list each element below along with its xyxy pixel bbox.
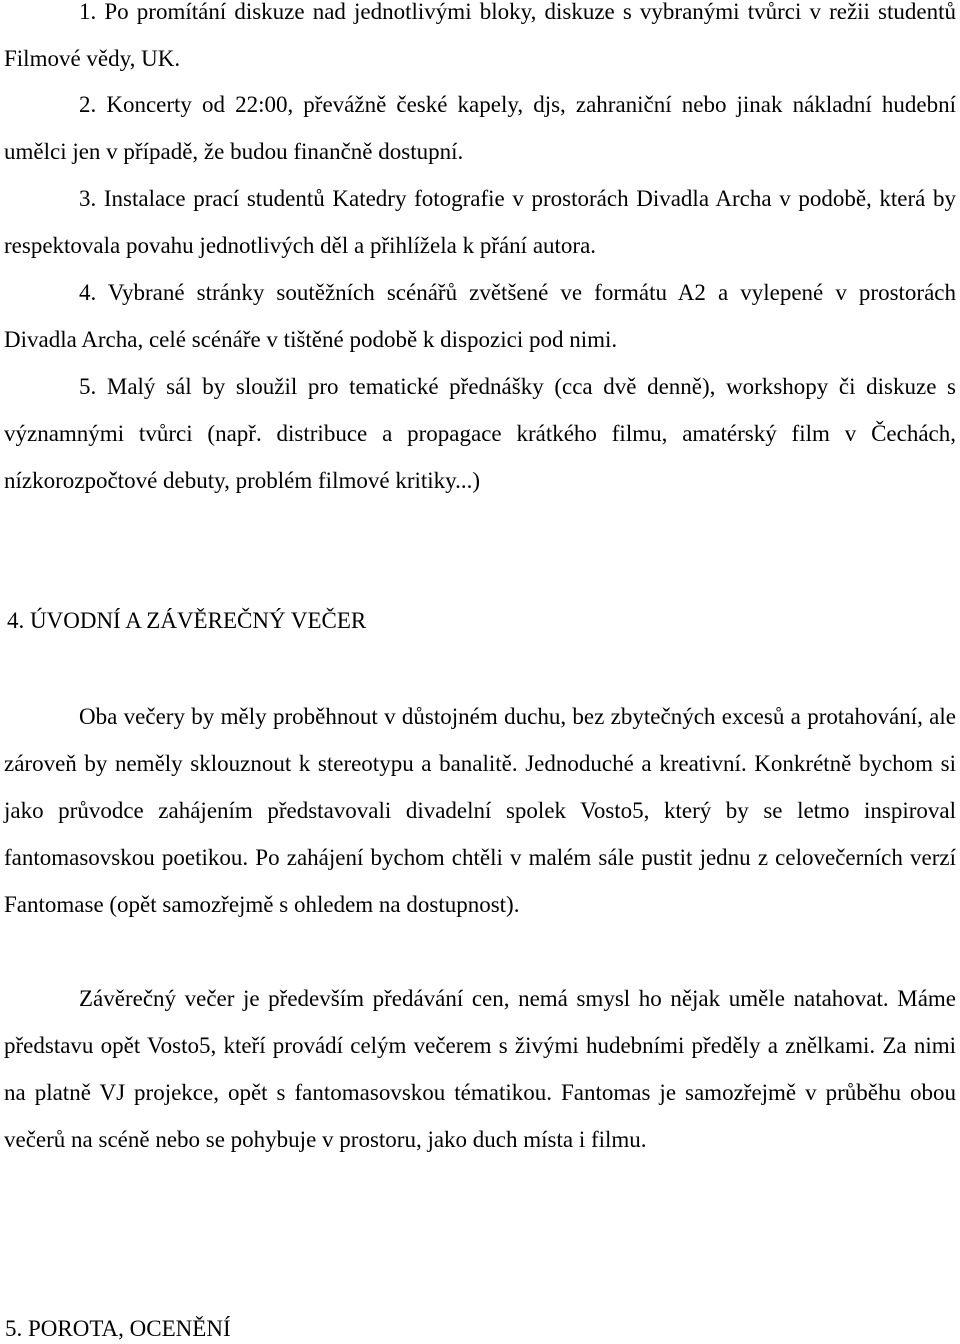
section-heading-opening-closing-evening: 4. ÚVODNÍ A ZÁVĚREČNÝ VEČER [7,608,367,633]
section-heading-jury-awards: 5. POROTA, OCENĚNÍ [5,1316,231,1341]
paragraph-opening-evening: Oba večery by měly proběhnout v důstojném duchu, bez zbytečných excesů a protahování, ale zároveň by neměly sklouznout k stereotypu a banalitě. Jednoduché a kreativní. Konkrétně bychom si jako průvodce zahájením představovali divadelní spolek Vosto5, který by se letmo inspiroval fantomasovskou poetikou. Po zahájení bychom chtěli v malém sále pustit jednu z celovečerních verzí Fantomase (opět samozřejmě s ohledem na dostupnost). [4,704,956,917]
list-item-1: 1. Po promítání diskuze nad jednotlivými bloky, diskuze s vybranými tvůrci v režii studentů Filmové vědy, UK. [4,0,956,71]
list-item-3: 3. Instalace prací studentů Katedry fotografie v prostorách Divadla Archa v podobě, která by respektovala povahu jednotlivých děl a přihlížela k přání autora. [4,186,956,258]
list-item-4: 4. Vybrané stránky soutěžních scénářů zvětšené ve formátu A2 a vylepené v prostorách Divadla Archa, celé scénáře v tištěné podobě k dispozici pod nimi. [4,280,956,352]
list-item-2: 2. Koncerty od 22:00, převážně české kapely, djs, zahraniční nebo jinak nákladní hudební umělci jen v případě, že budou finančně dostupní. [4,92,956,164]
list-item-5: 5. Malý sál by sloužil pro tematické přednášky (cca dvě denně), workshopy či diskuze s významnými tvůrci (např. distribuce a propagace krátkého filmu, amatérský film v Čechách, nízkorozpočtové debuty, problém filmové kritiky...) [4,374,956,493]
paragraph-closing-evening: Závěrečný večer je především předávání cen, nemá smysl ho nějak uměle natahovat. Máme představu opět Vosto5, kteří provádí celým večerem s živými hudebními předěly a znělkami. Za nimi na platně VJ projekce, opět s fantomasovskou tématikou. Fantomas je samozřejmě v průběhu obou večerů na scéně nebo se pohybuje v prostoru, jako duch místa i filmu. [4,986,956,1152]
